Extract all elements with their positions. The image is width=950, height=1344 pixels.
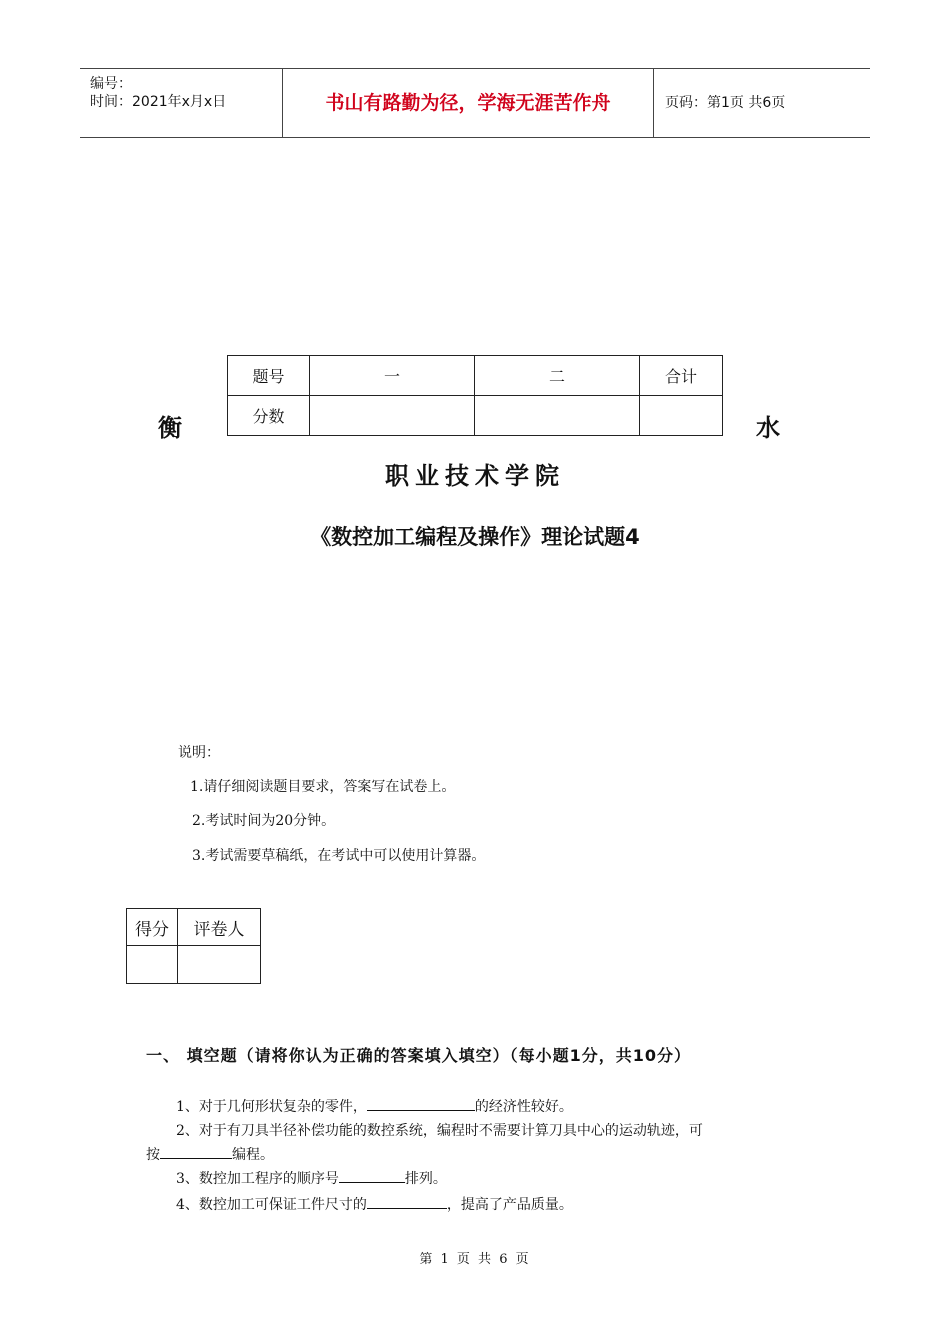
note-item: 1.请仔细阅读题目要求，答案写在试卷上。: [190, 779, 456, 795]
score-cell[interactable]: [475, 396, 640, 436]
side-char-right: 水: [756, 414, 780, 442]
grader-score-cell[interactable]: [127, 946, 178, 984]
score-header-part2: 二: [475, 356, 640, 396]
exam-title: 《数控加工编程及操作》理论试题4: [310, 525, 640, 549]
page-header: [80, 68, 870, 138]
score-cell[interactable]: [640, 396, 723, 436]
question-2: 2、对于有刀具半径补偿功能的数控系统，编程时不需要计算刀具中心的运动轨迹，可: [176, 1123, 703, 1139]
answer-blank[interactable]: [339, 1168, 405, 1183]
answer-blank[interactable]: [367, 1096, 475, 1111]
school-name: 职业技术学院: [385, 462, 565, 490]
notes-heading: 说明：: [178, 745, 220, 761]
note-item: 3.考试需要草稿纸，在考试中可以使用计算器。: [192, 848, 486, 864]
page-footer: 第 1 页 共 6 页: [419, 1252, 531, 1267]
score-header-part1: 一: [310, 356, 475, 396]
score-cell[interactable]: [310, 396, 475, 436]
page-info: 页码：第1页 共6页: [665, 95, 786, 111]
question-3: 3、数控加工程序的顺序号 排列。: [176, 1168, 447, 1188]
grader-name-cell[interactable]: [178, 946, 261, 984]
note-item: 2.考试时间为20分钟。: [192, 813, 336, 829]
score-row-label: 分数: [228, 396, 310, 436]
score-header-label: 题号: [228, 356, 310, 396]
side-char-left: 衡: [158, 414, 182, 442]
question-1: 1、对于几何形状复杂的零件， 的经济性较好。: [176, 1096, 573, 1116]
grader-table: [126, 908, 261, 984]
question-2-cont: 按 编程。: [146, 1144, 274, 1164]
grader-score-label: 得分: [127, 909, 178, 946]
section-title: 一、 填空题（请将你认为正确的答案填入填空）（每小题1分，共10分）: [146, 1046, 691, 1065]
score-table: [227, 355, 723, 436]
motto: 书山有路勤为径，学海无涯苦作舟: [283, 69, 654, 137]
header-meta: [80, 69, 283, 137]
score-header-total: 合计: [640, 356, 723, 396]
code-label: 编号：: [90, 76, 132, 92]
question-4: 4、数控加工可保证工件尺寸的 ，提高了产品质量。: [176, 1194, 573, 1214]
answer-blank[interactable]: [160, 1144, 232, 1159]
time-label: 时间：2021年x月x日: [90, 94, 227, 110]
answer-blank[interactable]: [367, 1194, 447, 1209]
grader-name-label: 评卷人: [178, 909, 261, 946]
